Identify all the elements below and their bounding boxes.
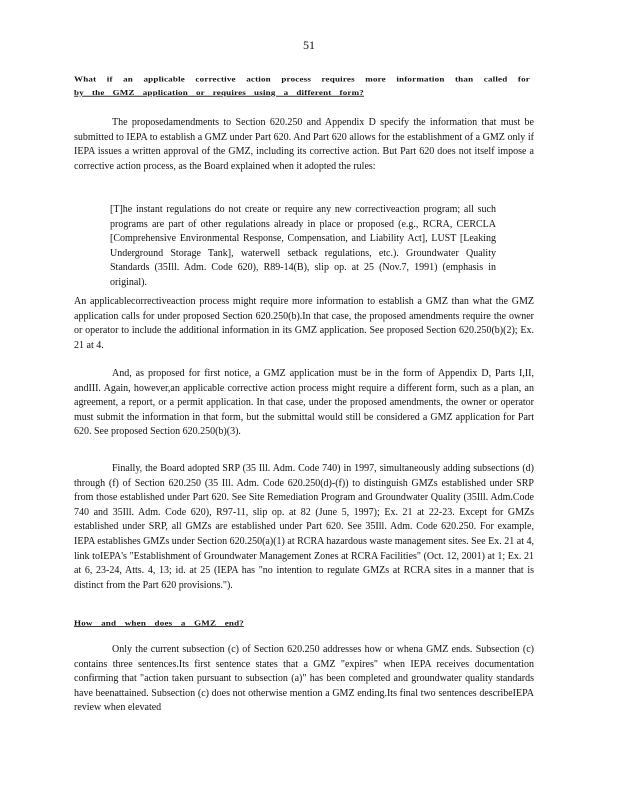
paragraph-5: Only the current subsection (c) of Section 620.250 addresses how or whena GMZ ends. Subsection (c) contains three sentences.Its first sentence states that a GMZ "expires" when IEPA receives documentation confirming that "action taken pursuant to subsection (a)" has been completed and groundwater quality standards have beenattained. Subsection (c) does not otherwise mention a GMZ ending.Its final two sentences describeIEPA review when elevated	[74, 644, 534, 714]
section-heading-gmz-end: How and when does a GMZ end?	[74, 618, 244, 628]
heading-line-2: by the GMZ application or requires using a different form?	[74, 88, 364, 97]
page-number: 51	[303, 38, 315, 52]
section-heading-gmz-application	[74, 72, 530, 99]
paragraph-1: The proposedamendments to Section 620.250 and Appendix D specify the information that must be submitted to IEPA to establish a GMZ under Part 620. And Part 620 allows for the establishment of a GMZ only if IEPA issues a written approval of the GMZ, including its corrective action. But Part 620 does not itself impose a corrective action process, as the Board explained when it adopted the rules:	[74, 117, 534, 172]
heading-line-1: What if an applicable corrective action process requires more information than called for	[74, 74, 530, 84]
paragraph-4: Finally, the Board adopted SRP (35 Ill. Adm. Code 740) in 1997, simultaneously adding subsections (d) through (f) of Section 620.250 (35 Ill. Adm. Code 620.250(d)-(f)) to distinguish GMZs established under SRP from those established under Part 620. See Site Remediation Program and Groundwater Quality (35Ill. Adm.Code 740 and 35Ill. Adm. Code 620), R97-11, slip op. at 82 (June 5, 1997); Ex. 21 at 22-23. Except for GMZs established under SRP, all GMZs are established under Part 620. See 35Ill. Adm. Code 620.250. For example, IEPA establishes GMZs under Section 620.250(a)(1) at RCRA hazardous waste management sites. See Ex. 21 at 4, link toIEPA's "Establishment of Groundwater Management Zones at RCRA Facilities" (Oct. 12, 2001) at 1; Ex. 21 at 6, 23-24, Atts. 4, 13; id. at 25 (IEPA has "no intention to regulate GMZs at RCRA sites in a manner that is distinct from the Part 620 provisions.").	[74, 463, 534, 591]
paragraph-2: An applicablecorrectiveaction process might require more information to establish a GMZ than what the GMZ application calls for under proposed Section 620.250(b).In that case, the proposed amendments require the owner or operator to include the additional information in its GMZ application. See proposed Section 620.250(b)(2); Ex. 21 at 4.	[74, 296, 534, 351]
paragraph-3: And, as proposed for first notice, a GMZ application must be in the form of Appendix D, Parts I,II, andIII. Again, however,an applicable corrective action process might require a different form, such as a plan, an agreement, a report, or a permit application. In that case, under the proposed amendments, the owner or operator must submit the information in that form, but the submittal would still be considered a GMZ application for Part 620. See proposed Section 620.250(b)(3).	[74, 368, 534, 438]
block-quote: [T]he instant regulations do not create or require any new correctiveaction program; all such programs are part of other regulations already in place or proposed (e.g., RCRA, CERCLA [Comprehensive Environmental Response, Compensation, and Liability Act], LUST [Leaking Underground Storage Tank], waterwell setback regulations, etc.). Groundwater Quality Standards (35Ill. Adm. Code 620), R89-14(B), slip op. at 25 (Nov.7, 1991) (emphasis in original).	[110, 204, 496, 288]
